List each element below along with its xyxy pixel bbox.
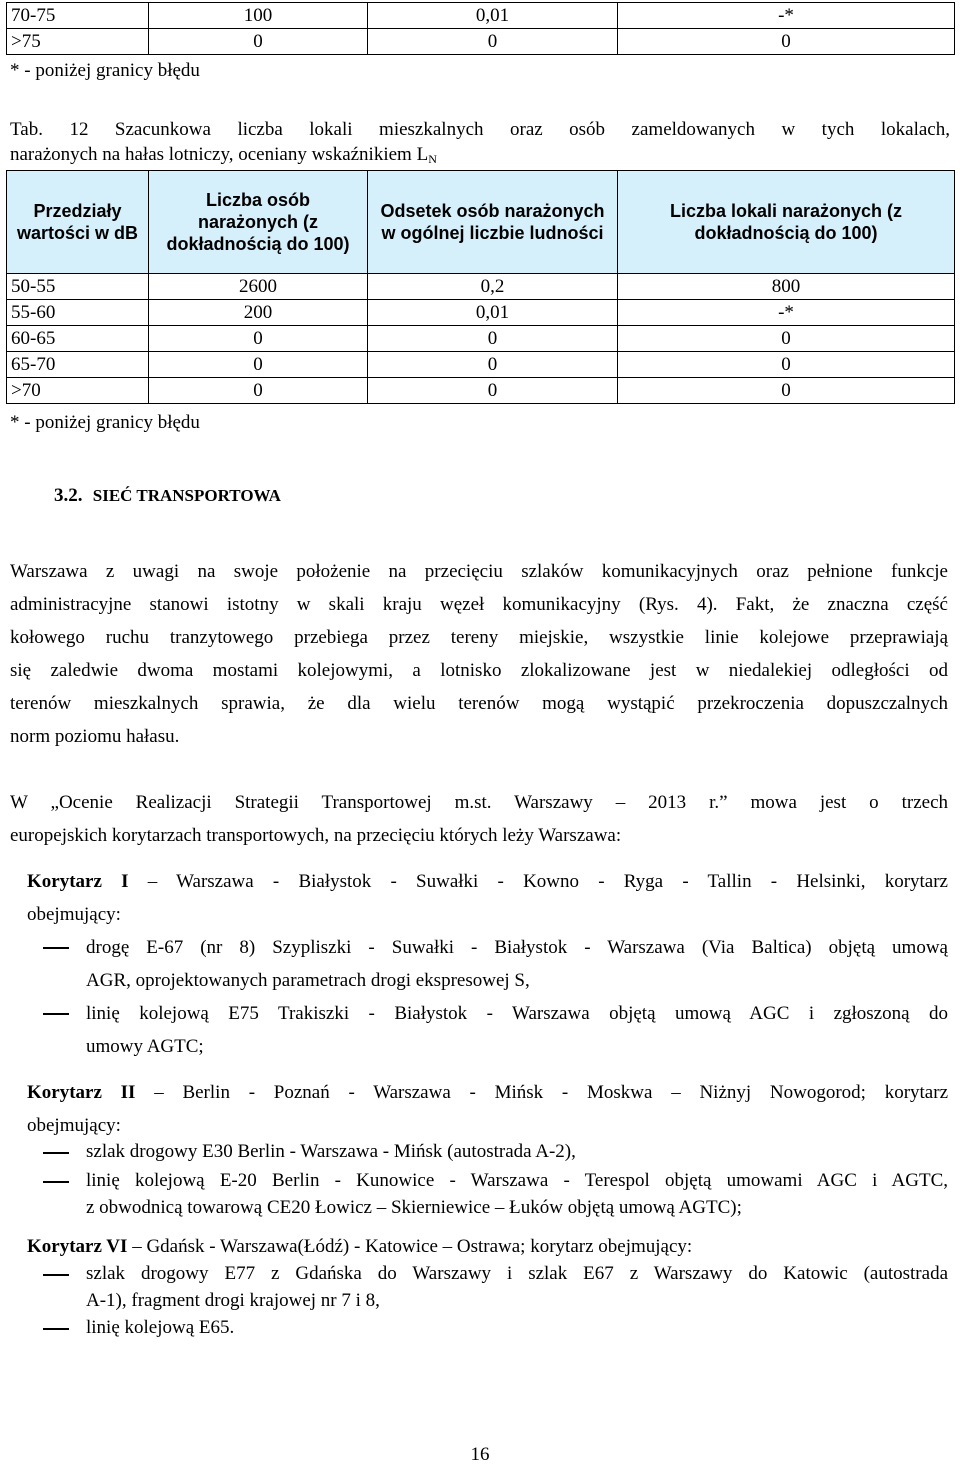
list-item-text: [86, 1138, 948, 1165]
table-cell: 55-60: [7, 300, 149, 326]
dash-bullet-icon: [43, 1152, 69, 1154]
list-item-text: [86, 1260, 948, 1314]
table-cell: 50-55: [7, 274, 149, 300]
list-item-text: [86, 1314, 948, 1341]
corridor-line: [27, 1076, 948, 1109]
list-item-line: linię kolejową E-20 Berlin - Kunowice - Warszawa - Terespol objętą umowami AGC i AGTC,: [86, 1170, 948, 1191]
table-cell: 100: [149, 3, 368, 29]
table-cell: 0,2: [368, 274, 618, 300]
corridor-title: Korytarz VI: [27, 1236, 128, 1257]
table-cell: 70-75: [7, 3, 149, 29]
paragraph-line: administracyjne stanowi istotny w skali kraju węzeł komunikacyjny (Rys. 4). Fakt, że znaczna część: [10, 594, 948, 615]
list-item-line: z obwodnicą towarową CE20 Łowicz – Skierniewice – Łuków objętą umową AGTC);: [86, 1197, 742, 1218]
table-cell: 0: [368, 326, 618, 352]
dash-bullet-icon: [43, 1328, 69, 1330]
table-row: [7, 378, 955, 404]
list-item-line: A-1), fragment drogi krajowej nr 7 i 8,: [86, 1290, 380, 1311]
list-item-text: [86, 931, 948, 997]
list-item-line: szlak drogowy E30 Berlin - Warszawa - Mińsk (autostrada A-2),: [86, 1141, 576, 1162]
table-cell: 0: [149, 378, 368, 404]
dash-bullet-icon: [43, 947, 69, 949]
page-number: 16: [470, 1444, 490, 1465]
table-cell: 0: [149, 326, 368, 352]
paragraph: [10, 786, 948, 852]
section-number: 3.2.: [54, 485, 83, 506]
corridor-line: obejmujący:: [27, 904, 121, 925]
paragraph: [10, 555, 948, 753]
list-item-text: [86, 997, 948, 1063]
column-header: Odsetek osób narażonych w ogólnej liczbie ludności: [368, 171, 618, 274]
column-header: Liczba lokali narażonych (z dokładnością do 100): [618, 171, 955, 274]
table-cell: 0: [149, 29, 368, 55]
table-cell: 0: [368, 378, 618, 404]
table-cell: >70: [7, 378, 149, 404]
list-item-line: AGR, oprojektowanych parametrach drogi ekspresowej S,: [86, 970, 530, 991]
paragraph-line: Warszawa z uwagi na swoje położenie na przecięciu szlaków komunikacyjnych oraz pełnione funkcje: [10, 561, 948, 582]
table-cell: 800: [618, 274, 955, 300]
table-cell: 0: [368, 29, 618, 55]
corridor-description: – Berlin - Poznań - Warszawa - Mińsk - Moskwa – Niżnyj Nowogorod; korytarz: [135, 1082, 948, 1103]
corridor-line: obejmujący:: [27, 1115, 121, 1136]
table-cell: 0: [618, 29, 955, 55]
dash-bullet-icon: [43, 1274, 69, 1276]
list-item-line: drogę E-67 (nr 8) Szypliszki - Suwałki - Białystok - Warszawa (Via Baltica) objętą umową: [86, 937, 948, 958]
corridor-description: – Warszawa - Białystok - Suwałki - Kowno - Ryga - Tallin - Helsinki, korytarz: [128, 871, 948, 892]
table-cell: -*: [618, 300, 955, 326]
corridor-block: [27, 1076, 948, 1142]
paragraph-line: terenów mieszkalnych sprawia, że dla wielu terenów mogą wystąpić przekroczenia dopuszczalnych: [10, 693, 948, 714]
table-cell: 200: [149, 300, 368, 326]
caption-line: [10, 141, 950, 173]
paragraph-line: europejskich korytarzach transportowych, na przecięciu których leży Warszawa:: [10, 825, 622, 846]
table-footnote: * - poniżej granicy błędu: [10, 60, 200, 81]
corridor-title: Korytarz I: [27, 871, 129, 892]
paragraph-line: się zaledwie dwoma mostami kolejowymi, a lotnisko zlokalizowane jest w niedalekiej odległości od: [10, 660, 948, 681]
caption-text: narażonych na hałas lotniczy, oceniany wskaźnikiem L: [10, 144, 429, 165]
table-caption: [10, 116, 950, 173]
table-header-row: [7, 171, 955, 274]
column-header: Liczba osób narażonych (z dokładnością do 100): [149, 171, 368, 274]
table-row: [7, 29, 955, 55]
table-cell: 65-70: [7, 352, 149, 378]
corridor-block: [27, 865, 948, 931]
paragraph-line: norm poziomu hałasu.: [10, 726, 180, 747]
list-item-line: umowy AGTC;: [86, 1036, 204, 1057]
paragraph-line: W „Ocenie Realizacji Strategii Transportowej m.st. Warszawy – 2013 r.” mowa jest o trzech: [10, 792, 948, 813]
list-item-line: szlak drogowy E77 z Gdańska do Warszawy i szlak E67 z Warszawy do Katowic (autostrada: [86, 1263, 948, 1284]
dash-bullet-icon: [43, 1181, 69, 1183]
caption-subscript: N: [428, 152, 437, 166]
table-cell: -*: [618, 3, 955, 29]
list-item-line: linię kolejową E65.: [86, 1317, 235, 1338]
table-cell: 60-65: [7, 326, 149, 352]
corridor-title: Korytarz II: [27, 1082, 136, 1103]
table-cell: 0: [368, 352, 618, 378]
list-item-text: [86, 1167, 948, 1221]
section-heading: [54, 485, 281, 507]
corridor-block: [27, 1230, 948, 1263]
table-row: [7, 352, 955, 378]
paragraph-line: kołowego ruchu tranzytowego przebiega przez tereny miejskie, wszystkie linie kolejowe przeprawiają: [10, 627, 948, 648]
noise-table: [6, 170, 955, 404]
table-cell: 0: [149, 352, 368, 378]
dash-bullet-icon: [43, 1013, 69, 1015]
corridor-line: [27, 1230, 948, 1263]
section-title: SIEĆ TRANSPORTOWA: [92, 486, 281, 505]
corridor-line: [27, 865, 948, 898]
table-row: [7, 300, 955, 326]
table-cell: 0: [618, 352, 955, 378]
list-item-line: linię kolejową E75 Trakiszki - Białystok - Warszawa objętą umową AGC i zgłoszoną do: [86, 1003, 948, 1024]
table-cell: 0,01: [368, 300, 618, 326]
table-cell: 0: [618, 326, 955, 352]
table-cell: 2600: [149, 274, 368, 300]
corridor-description: – Gdańsk - Warszawa(Łódź) - Katowice – Ostrawa; korytarz obejmujący:: [127, 1236, 693, 1257]
column-header: Przedziały wartości w dB: [7, 171, 149, 274]
table-cell: 0: [618, 378, 955, 404]
table-cell: 0,01: [368, 3, 618, 29]
table-row: [7, 326, 955, 352]
noise-table-continued: [6, 2, 955, 55]
table-row: [7, 3, 955, 29]
table-footnote: * - poniżej granicy błędu: [10, 412, 200, 433]
caption-line: Tab. 12 Szacunkowa liczba lokali mieszkalnych oraz osób zameldowanych w tych lokalach,: [10, 119, 950, 140]
table-row: [7, 274, 955, 300]
table-cell: >75: [7, 29, 149, 55]
